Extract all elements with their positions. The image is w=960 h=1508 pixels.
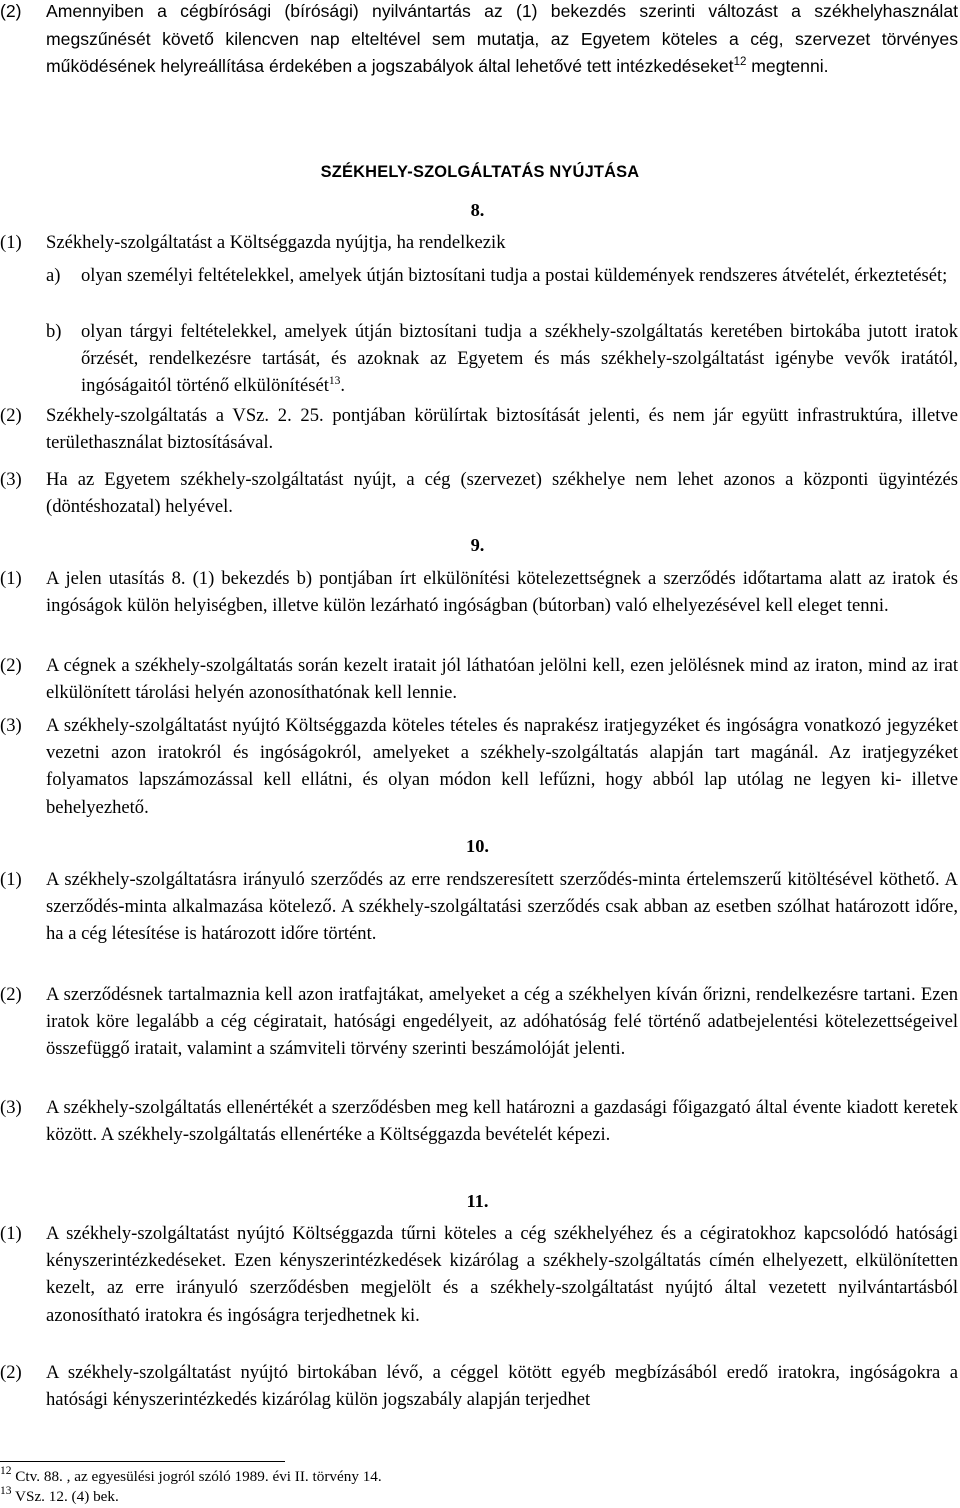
footnote-divider: [0, 1461, 285, 1462]
paragraph-text: Székhely-szolgáltatást a Költséggazda nyújtja, ha rendelkezik: [46, 232, 506, 253]
section-10-paragraph-3: [0, 1094, 958, 1148]
section-10-heading: [0, 833, 960, 860]
paragraph-text: A székhely-szolgáltatást nyújtó Költséggazda köteles tételes és naprakész iratjegyzéket és ingóságra vonatkozó jegyzéket vezetni azon iratokról és ingóságokról, amelyeket a székhely-szolgáltatás alapján tart magánál. Az iratjegyzéket folyamatos lapszámozással kell ellátni, és olyan módon kell lefűzni, hogy abból lap utólag ne legyen ki- illetve behelyezhető.: [46, 715, 958, 818]
section-11-paragraph-2: [0, 1359, 958, 1413]
section-8-point-b: [46, 318, 958, 400]
footnote-13: [0, 1485, 119, 1506]
paragraph-text: A székhely-szolgáltatás ellenértékét a szerződésben meg kell határozni a gazdasági főigazgató által évente kiadott keretek között. A székhely-szolgáltatás ellenértéke a Költséggazda bevételét képezi.: [46, 1097, 958, 1146]
section-number: 8.: [470, 200, 485, 220]
footnote-mark: 12: [0, 1465, 12, 1477]
paragraph-text: Ha az Egyetem székhely-szolgáltatást nyújt, a cég (szervezet) székhelye nem lehet azonos a központi ügyintézés (döntéshozatal) helyével.: [46, 469, 958, 518]
footnote-text: Ctv. 88. , az egyesülési jogról szóló 1989. évi II. törvény 14.: [15, 1468, 382, 1485]
section-8-paragraph-2: [0, 402, 958, 456]
paragraph-number: (2): [0, 1, 22, 21]
section-9-paragraph-3: [0, 712, 958, 821]
point-label: a): [46, 265, 61, 286]
section-11-paragraph-1: [0, 1220, 958, 1329]
paragraph-text: A székhely-szolgáltatást nyújtó birtokában lévő, a céggel kötött egyéb megbízásából eredő iratokra, ingóságokra a hatósági kényszerintézkedés kizárólag külön jogszabály alapján terjedhet: [46, 1362, 958, 1411]
paragraph-number: (3): [0, 715, 22, 736]
paragraph-number: (1): [0, 568, 22, 589]
paragraph-number: (2): [0, 984, 22, 1005]
paragraph-2-intro: [0, 0, 958, 81]
section-8-paragraph-3: [0, 466, 958, 520]
section-10-paragraph-2: [0, 981, 958, 1063]
paragraph-number: (1): [0, 1223, 22, 1244]
footnote-12: [0, 1465, 382, 1486]
section-number: 11.: [466, 1191, 489, 1211]
section-9-paragraph-1: [0, 565, 958, 619]
section-10-paragraph-1: [0, 866, 958, 948]
paragraph-number: (2): [0, 1362, 22, 1383]
paragraph-text: A székhely-szolgáltatásra irányuló szerződés az erre rendszeresített szerződés-minta értelemszerű kitöltésével köthető. A szerződés-minta alkalmazása kötelező. A székhely-szolgáltatási szerződés csak abban az esetben szólhat határozott időre, ha a cég létesítése is határozott időre történt.: [46, 869, 958, 945]
section-number: 10.: [466, 836, 489, 856]
point-text-end: .: [340, 375, 346, 397]
chapter-title: SZÉKHELY-SZOLGÁLTATÁS NYÚJTÁSA: [320, 163, 640, 181]
paragraph-number: (1): [0, 869, 22, 890]
paragraph-text: A cégnek a székhely-szolgáltatás során kezelt iratait jól láthatóan jelölni kell, ezen jelölésnek mind az iraton, mind az irat elkülönített tárolási helyén azonosíthatónak kell lennie.: [46, 655, 958, 704]
footnote-text: VSz. 12. (4) bek.: [15, 1488, 119, 1505]
section-8-paragraph-1: [0, 229, 958, 256]
section-number: 9.: [470, 535, 485, 555]
section-9-heading: [0, 532, 960, 559]
paragraph-text: A székhely-szolgáltatást nyújtó Költséggazda tűrni köteles a cég székhelyéhez és a cégiratokhoz kapcsolódó hatósági kényszerintézkedéseket. Ezen kényszerintézkedések kizárólag a székhely-szolgáltatás címén elhelyezett, elkülönítetten kezelt, az erre irányuló szerződésben megjelölt és a székhely-szolgáltatást nyújtó által vezetett nyilvántartásból azonosítható iratokra és ingóságra terjedhetnek ki.: [46, 1223, 958, 1326]
paragraph-number: (2): [0, 655, 22, 676]
section-8-heading: [0, 197, 960, 224]
point-text: olyan személyi feltételekkel, amelyek útján biztosítani tudja a postai küldemények rendszeres átvételét, érkeztetését;: [81, 265, 948, 286]
paragraph-number: (3): [0, 469, 22, 490]
paragraph-text: A jelen utasítás 8. (1) bekezdés b) pontjában írt elkülönítési kötelezettségnek a szerződés időtartama alatt az iratok és ingóságok külön helyiségben, illetve külön lezárható ingóságban (bútorban) való elhelyezésével kell eleget tenni.: [46, 568, 958, 617]
paragraph-number: (2): [0, 405, 22, 426]
paragraph-text: A szerződésnek tartalmaznia kell azon iratfajtákat, amelyeket a cég a székhelyen kíván őrizni, rendelkezésre tartani. Ezen iratok köre legalább a cég cégiratait, hatósági engedélyeit, az adóhatóság felé történő adatbejelentési kötelezettségeivel összefüggő iratait, valamint a számviteli törvény szerinti beszámolóját jelenti.: [46, 984, 958, 1060]
section-11-heading: [0, 1188, 960, 1215]
section-8-point-a: [46, 262, 958, 289]
point-label: b): [46, 321, 62, 342]
point-text: olyan tárgyi feltételekkel, amelyek útján biztosítani tudja a székhely-szolgáltatás keretében birtokába jutott iratok őrzését, rendelkezésre tartását, és azoknak az Egyetem és más székhely-szolgáltatást igénybe vevők iratától, ingóságaitól történő elkülönítését: [81, 321, 958, 397]
footnote-mark: 13: [0, 1485, 12, 1497]
footnote-ref-12[interactable]: 12: [733, 56, 747, 68]
footnote-ref-13[interactable]: 13: [328, 375, 341, 388]
paragraph-text: Amennyiben a cégbírósági (bírósági) nyilvántartás az (1) bekezdés szerinti változást a székhelyhasználat megszűnését követő kilencven nap elteltével sem mutatja, az Egyetem köteles a cég, szervezet törvényes működésének helyreállítása érdekében a jogszabályok által lehetővé tett intézkedéseket: [46, 1, 958, 76]
paragraph-number: (1): [0, 232, 22, 253]
section-9-paragraph-2: [0, 652, 958, 706]
paragraph-text: Székhely-szolgáltatás a VSz. 2. 25. pontjában körülírtak biztosítását jelenti, és nem jár együtt infrastruktúra, illetve területhasználat biztosításával.: [46, 405, 958, 454]
paragraph-number: (3): [0, 1097, 22, 1118]
paragraph-text-end: megtenni.: [746, 56, 829, 76]
